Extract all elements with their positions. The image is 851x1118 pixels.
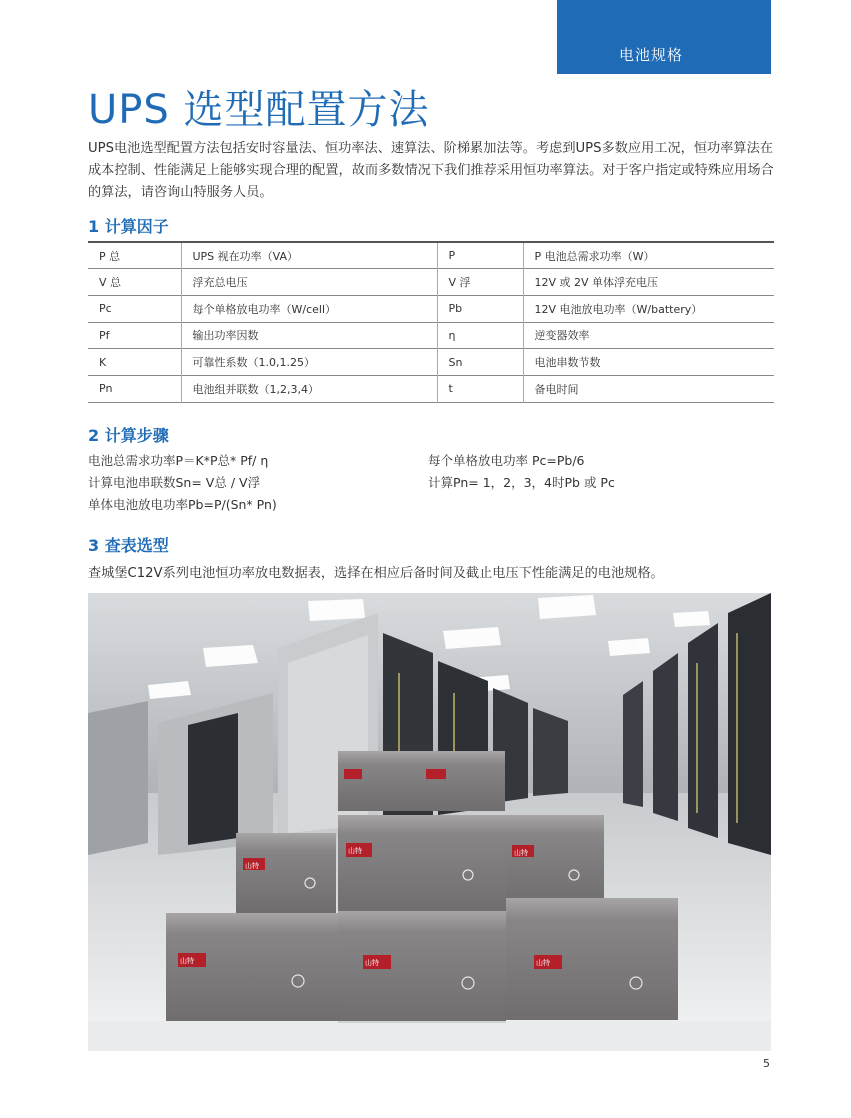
battery-brand-label: 山特 (348, 847, 362, 855)
step-line: 单体电池放电功率Pb=P/(Sn* Pn) (88, 497, 277, 512)
battery-brand-label: 山特 (180, 957, 194, 965)
table-cell: 12V 电池放电功率（W/battery） (523, 295, 774, 322)
table-cell: 电池串数节数 (523, 349, 774, 376)
table-cell: 12V 或 2V 单体浮充电压 (523, 269, 774, 296)
battery-brand-label: 山特 (536, 959, 550, 967)
steps-left-column (88, 450, 418, 516)
table-cell: V 浮 (437, 269, 523, 296)
step-line: 计算Pn= 1，2，3，4时Pb 或 Pc (428, 475, 615, 490)
table-cell: Pf (99, 328, 110, 342)
battery-brand-label: 山特 (365, 959, 379, 967)
table-row (88, 349, 774, 376)
table-row (88, 375, 774, 402)
table-cell: 电池组并联数（1,2,3,4） (181, 375, 437, 402)
steps-right-column (428, 450, 774, 494)
section3-text: 查城堡C12V系列电池恒功率放电数据表，选择在相应后备时间及截止电压下性能满足的电池规格。 (88, 566, 664, 581)
step-line: 计算电池串联数Sn= V总 / V浮 (88, 475, 261, 490)
table-cell: P 电池总需求功率（W） (523, 242, 774, 269)
datacenter-battery-photo (88, 593, 771, 1051)
table-cell: 输出功率因数 (181, 322, 437, 349)
section-tab (557, 0, 771, 74)
table-cell: 逆变器效率 (523, 322, 774, 349)
table-cell: 每个单格放电功率（W/cell） (181, 295, 437, 322)
section1-heading: 1 计算因子 (88, 217, 169, 236)
intro-paragraph: UPS电池选型配置方法包括安时容量法、恒功率法、速算法、阶梯累加法等。考虑到UPS多数应用工况，恒功率算法在成本控制、性能满足上能够实现合理的配置，故而多数情况下我们推荐采用恒功率算法。对于客户指定或特殊应用场合的算法，请咨询山特服务人员。 (88, 141, 774, 200)
table-row (88, 242, 774, 269)
battery-brand-label: 山特 (245, 862, 259, 870)
table-cell: UPS 视在功率（VA） (181, 242, 437, 269)
table-row (88, 322, 774, 349)
step-line: 每个单格放电功率 Pc=Pb/6 (428, 453, 585, 468)
table-cell: V 总 (99, 276, 122, 290)
table-row (88, 295, 774, 322)
section2-heading: 2 计算步骤 (88, 426, 169, 445)
factors-table (88, 241, 774, 403)
table-cell: P (437, 242, 523, 269)
table-cell: Pn (99, 382, 113, 396)
table-cell: K (99, 355, 107, 369)
table-cell: t (437, 375, 523, 402)
section-tab-label: 电池规格 (619, 46, 684, 64)
table-row (88, 269, 774, 296)
table-cell: Pb (437, 295, 523, 322)
page-title: UPS 选型配置方法 (88, 87, 430, 133)
step-line: 电池总需求功率P＝K*P总* Pf/ η (88, 453, 269, 468)
battery-brand-label: 山特 (514, 849, 528, 857)
table-cell: 可靠性系数（1.0,1.25） (181, 349, 437, 376)
table-cell: 浮充总电压 (181, 269, 437, 296)
table-cell: P 总 (99, 249, 121, 263)
table-cell: η (437, 322, 523, 349)
page-number: 5 (763, 1057, 770, 1070)
table-cell: Pc (99, 302, 112, 316)
table-cell: 备电时间 (523, 375, 774, 402)
table-cell: Sn (437, 349, 523, 376)
section3-heading: 3 查表选型 (88, 536, 169, 555)
